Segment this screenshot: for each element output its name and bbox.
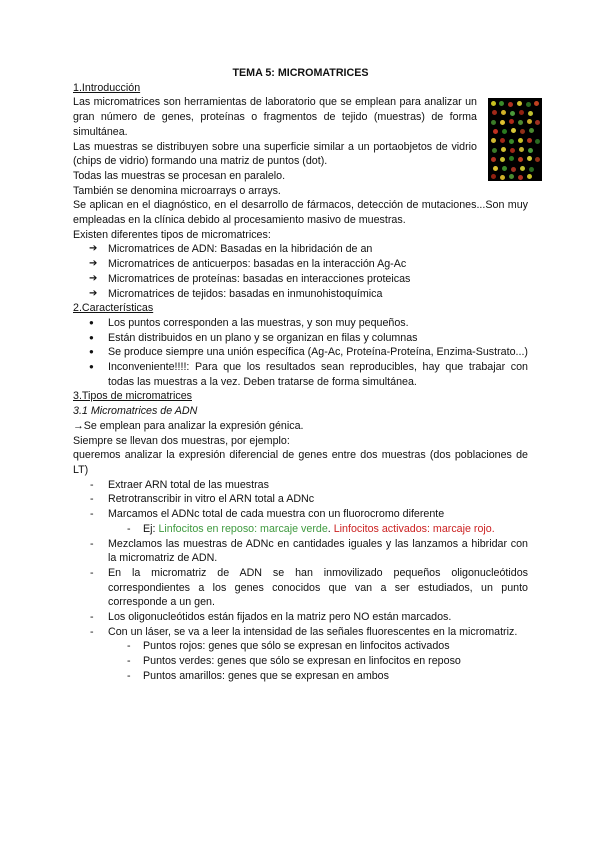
features-list [73, 316, 528, 390]
types-list [73, 242, 528, 301]
intro-paragraph-2: Las muestras se distribuyen sobre una superficie similar a un portaobjetos de vidrio (chips de vidrio) formando una matriz de puntos (dot). [73, 140, 477, 168]
list-item: ➔ Micromatrices de tejidos: basadas en inmunohistoquímica [73, 287, 528, 302]
list-item: ➔ Micromatrices de anticuerpos: basadas en la interacción Ag-Ac [73, 257, 528, 272]
example-list [73, 522, 528, 537]
document-page [73, 66, 528, 684]
list-item: - Los oligonucleótidos están fijados en la matriz pero NO están marcados. [73, 610, 528, 625]
example-separator: . [327, 522, 334, 535]
list-item: - Mezclamos las muestras de ADNc en cantidades iguales y las lanzamos a hibridar con la micromatriz de ADN. [73, 537, 528, 566]
list-item: ➔ Micromatrices de ADN: Basadas en la hibridación de an [73, 242, 528, 257]
section-heading-intro: 1.Introducción [73, 81, 141, 94]
types-paragraph-3: queremos analizar la expresión diferencial de genes entre dos muestras (dos poblaciones de LT) [73, 449, 528, 476]
subsection-heading-dna: 3.1 Micromatrices de ADN [73, 405, 198, 418]
intro-paragraph-4: También se denomina microarrays o arrays. [73, 184, 281, 197]
intro-paragraph-5: Se aplican en el diagnóstico, en el desarrollo de fármacos, detección de mutaciones...Son muy empleadas en la clínica debido al procesamiento masivo de muestras. [73, 199, 528, 227]
list-item: - Puntos rojos: genes que sólo se expresan en linfocitos activados [73, 639, 528, 654]
section-heading-types: 3.Tipos de micromatrices [73, 390, 192, 403]
list-item: - En la micromatriz de ADN se han inmovilizado pequeños oligonucleótidos correspondientes a los genes conocidos que van a ser estudiados, un punto corresponde a un gen. [73, 566, 528, 610]
results-list [73, 639, 528, 683]
list-item: - Extraer ARN total de las muestras [73, 478, 528, 493]
list-item: - Puntos amarillos: genes que se expresan en ambos [73, 669, 528, 684]
list-item: ● Están distribuidos en un plano y se organizan en filas y columnas [73, 331, 528, 346]
list-item: - Puntos verdes: genes que sólo se expresan en linfocitos en reposo [73, 654, 528, 669]
intro-paragraph-6: Existen diferentes tipos de micromatrices: [73, 228, 271, 241]
page-title: TEMA 5: MICROMATRICES [232, 67, 369, 79]
steps-list-2 [73, 537, 528, 640]
list-item: ● Se produce siempre una unión específica (Ag-Ac, Proteína-Proteína, Enzima-Sustrato...) [73, 345, 528, 360]
list-item: ● Los puntos corresponden a las muestras, y son muy pequeños. [73, 316, 528, 331]
list-item: ● Inconveniente!!!!: Para que los resultados sean reproducibles, hay que trabajar con todas las muestras a la vez. Deben tratarse de forma simultánea. [73, 360, 528, 389]
example-green-text: Linfocitos en reposo: marcaje verde [158, 522, 328, 535]
list-item: ➔ Micromatrices de proteínas: basadas en interacciones proteicas [73, 272, 528, 287]
steps-list [73, 478, 528, 522]
list-item: - Con un láser, se va a leer la intensidad de las señales fluorescentes en la micromatriz. [73, 625, 528, 640]
intro-paragraph-3: Todas las muestras se procesan en paralelo. [73, 169, 286, 182]
section-heading-features: 2.Características [73, 302, 154, 315]
list-item: - Marcamos el ADNc total de cada muestra con un fluorocromo diferente [73, 507, 528, 522]
example-red-text: Linfocitos activados: marcaje rojo [333, 522, 492, 535]
list-item: - Retrotranscribir in vitro el ARN total a ADNc [73, 492, 528, 507]
example-end: . [491, 522, 495, 535]
example-prefix: Ej: [143, 522, 159, 535]
types-paragraph-2: Siempre se llevan dos muestras, por ejemplo: [73, 434, 290, 447]
intro-paragraph-1: Las micromatrices son herramientas de laboratorio que se emplean para analizar un gran número de genes, proteínas o fragmentos de tejido (muestras) de forma simultánea. [73, 96, 477, 138]
types-paragraph-1: →Se emplean para analizar la expresión génica. [73, 419, 304, 432]
example-item [73, 522, 528, 537]
